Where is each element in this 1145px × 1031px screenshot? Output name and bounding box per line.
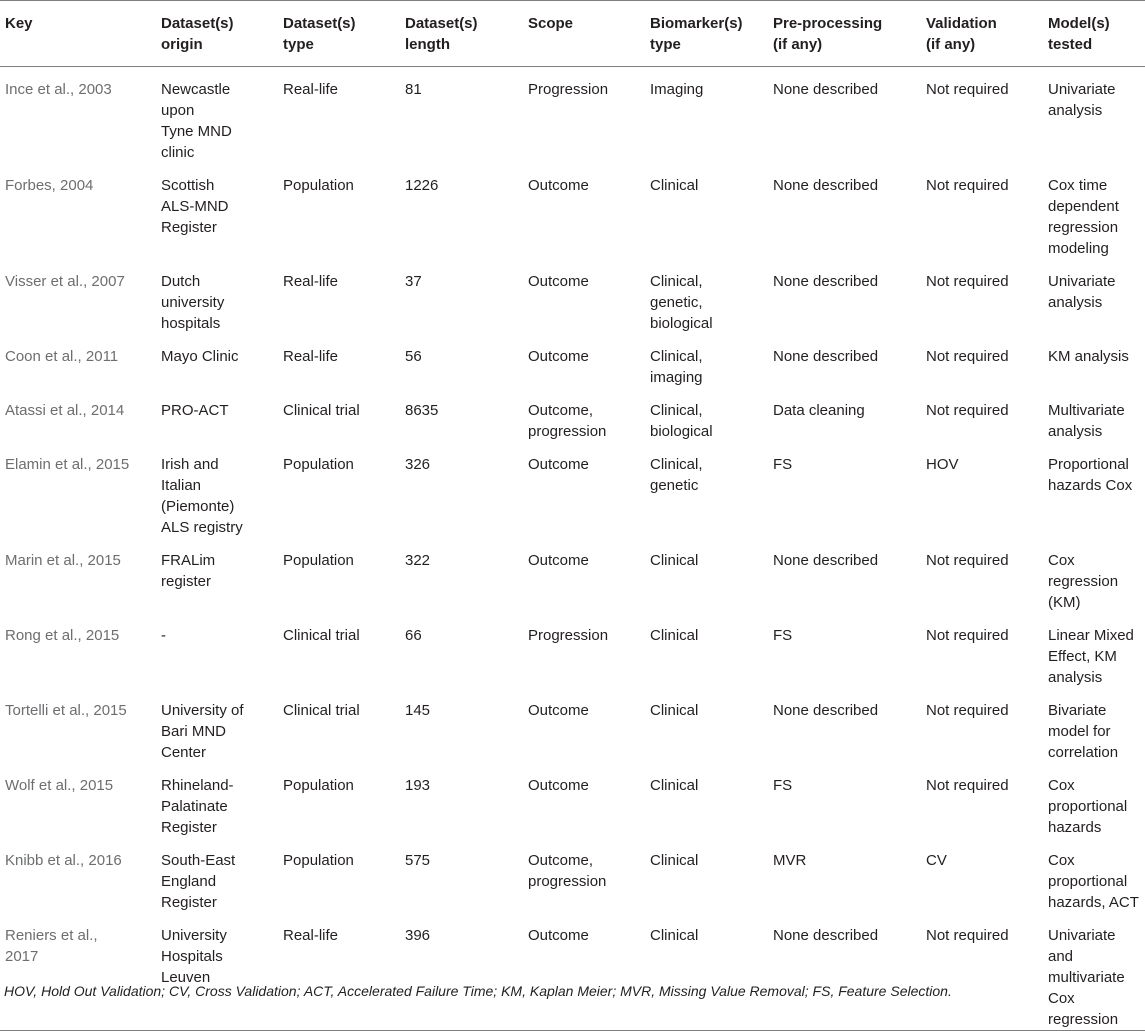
header-dataset-length: Dataset(s) length bbox=[405, 15, 478, 53]
cell-pre-processing: None described bbox=[773, 273, 879, 290]
cell-validation: Not required bbox=[926, 927, 1009, 944]
cell-scope: Outcome bbox=[528, 552, 589, 569]
cell-models-tested: Cox proportional hazards, ACT bbox=[1048, 852, 1139, 911]
cell-key: Atassi et al., 2014 bbox=[5, 402, 125, 419]
table-row bbox=[0, 613, 1145, 688]
cell-pre-processing: MVR bbox=[773, 852, 807, 869]
cell-biomarker-type: Clinical, genetic bbox=[650, 456, 703, 494]
cell-validation: CV bbox=[926, 852, 947, 869]
cell-models-tested: Multivariate analysis bbox=[1048, 402, 1125, 440]
cell-validation: Not required bbox=[926, 177, 1009, 194]
cell-validation: Not required bbox=[926, 702, 1009, 719]
cell-key: Rong et al., 2015 bbox=[5, 627, 120, 644]
cell-scope: Outcome bbox=[528, 927, 589, 944]
table-row bbox=[0, 442, 1145, 538]
cell-key: Visser et al., 2007 bbox=[5, 273, 125, 290]
cell-dataset-type: Clinical trial bbox=[283, 627, 360, 644]
cell-scope: Outcome bbox=[528, 702, 589, 719]
cell-scope: Outcome bbox=[528, 177, 589, 194]
cell-biomarker-type: Clinical bbox=[650, 702, 699, 719]
cell-key: Reniers et al., 2017 bbox=[5, 927, 98, 965]
header-key: Key bbox=[5, 15, 33, 32]
header-biomarker-type: Biomarker(s) type bbox=[650, 15, 743, 53]
cell-key: Marin et al., 2015 bbox=[5, 552, 121, 569]
cell-dataset-length: 193 bbox=[405, 777, 431, 794]
cell-pre-processing: None described bbox=[773, 81, 879, 98]
header-validation: Validation (if any) bbox=[926, 15, 997, 53]
cell-biomarker-type: Clinical bbox=[650, 552, 699, 569]
cell-models-tested: Linear Mixed Effect, KM analysis bbox=[1048, 627, 1134, 686]
cell-dataset-origin: South-East England Register bbox=[161, 852, 236, 911]
cell-pre-processing: None described bbox=[773, 552, 879, 569]
cell-dataset-type: Real-life bbox=[283, 348, 339, 365]
header-models-tested: Model(s) tested bbox=[1048, 15, 1110, 53]
header-pre-processing: Pre-processing (if any) bbox=[773, 15, 883, 53]
cell-dataset-type: Real-life bbox=[283, 81, 339, 98]
cell-dataset-length: 326 bbox=[405, 456, 431, 473]
cell-pre-processing: FS bbox=[773, 777, 793, 794]
cell-biomarker-type: Clinical bbox=[650, 177, 699, 194]
cell-dataset-origin: Rhineland- Palatinate Register bbox=[161, 777, 234, 836]
cell-scope: Outcome, progression bbox=[528, 852, 607, 890]
cell-validation: Not required bbox=[926, 552, 1009, 569]
cell-biomarker-type: Clinical bbox=[650, 852, 699, 869]
cell-scope: Progression bbox=[528, 81, 609, 98]
cell-dataset-type: Real-life bbox=[283, 927, 339, 944]
cell-pre-processing: FS bbox=[773, 456, 793, 473]
header-row bbox=[0, 1, 1145, 67]
table-header bbox=[0, 1, 1145, 67]
cell-dataset-origin: - bbox=[161, 627, 166, 644]
table-row bbox=[0, 763, 1145, 838]
cell-biomarker-type: Imaging bbox=[650, 81, 704, 98]
cell-key: Coon et al., 2011 bbox=[5, 348, 119, 365]
cell-biomarker-type: Clinical bbox=[650, 627, 699, 644]
cell-validation: HOV bbox=[926, 456, 959, 473]
cell-models-tested: Univariate analysis bbox=[1048, 273, 1116, 311]
cell-dataset-length: 37 bbox=[405, 273, 422, 290]
cell-dataset-length: 8635 bbox=[405, 402, 439, 419]
cell-pre-processing: None described bbox=[773, 348, 879, 365]
cell-scope: Progression bbox=[528, 627, 609, 644]
cell-dataset-length: 66 bbox=[405, 627, 422, 644]
cell-dataset-length: 322 bbox=[405, 552, 431, 569]
cell-models-tested: Cox time dependent regression modeling bbox=[1048, 177, 1119, 257]
cell-models-tested: Proportional hazards Cox bbox=[1048, 456, 1133, 494]
cell-validation: Not required bbox=[926, 273, 1009, 290]
cell-scope: Outcome bbox=[528, 348, 589, 365]
table-row bbox=[0, 913, 1145, 1031]
cell-key: Forbes, 2004 bbox=[5, 177, 94, 194]
cell-dataset-origin: University Hospitals Leuven bbox=[161, 927, 227, 986]
cell-key: Ince et al., 2003 bbox=[5, 81, 112, 98]
cell-pre-processing: Data cleaning bbox=[773, 402, 865, 419]
cell-pre-processing: None described bbox=[773, 927, 879, 944]
table-row bbox=[0, 838, 1145, 913]
cell-dataset-origin: Newcastle upon Tyne MND clinic bbox=[161, 81, 232, 161]
cell-pre-processing: None described bbox=[773, 702, 879, 719]
cell-models-tested: Univariate analysis bbox=[1048, 81, 1116, 119]
cell-scope: Outcome bbox=[528, 777, 589, 794]
cell-dataset-type: Population bbox=[283, 552, 354, 569]
header-scope: Scope bbox=[528, 15, 574, 32]
cell-dataset-origin: University of Bari MND Center bbox=[161, 702, 244, 761]
cell-scope: Outcome bbox=[528, 273, 589, 290]
cell-biomarker-type: Clinical, biological bbox=[650, 402, 713, 440]
table-row bbox=[0, 67, 1145, 164]
cell-scope: Outcome bbox=[528, 456, 589, 473]
cell-dataset-type: Population bbox=[283, 456, 354, 473]
cell-dataset-origin: Mayo Clinic bbox=[161, 348, 239, 365]
cell-dataset-type: Population bbox=[283, 852, 354, 869]
cell-validation: Not required bbox=[926, 627, 1009, 644]
cell-biomarker-type: Clinical, imaging bbox=[650, 348, 703, 386]
cell-dataset-type: Population bbox=[283, 177, 354, 194]
cell-key: Wolf et al., 2015 bbox=[5, 777, 114, 794]
cell-validation: Not required bbox=[926, 348, 1009, 365]
cell-dataset-length: 575 bbox=[405, 852, 431, 869]
cell-pre-processing: FS bbox=[773, 627, 793, 644]
table-footnote: HOV, Hold Out Validation; CV, Cross Validation; ACT, Accelerated Failure Time; KM, Kaplan Meier; MVR, Missing Value Removal; FS, Feature Selection. bbox=[4, 983, 952, 999]
cell-dataset-origin: Scottish ALS-MND Register bbox=[161, 177, 229, 236]
cell-key: Knibb et al., 2016 bbox=[5, 852, 122, 869]
cell-dataset-type: Clinical trial bbox=[283, 702, 360, 719]
cell-scope: Outcome, progression bbox=[528, 402, 607, 440]
cell-validation: Not required bbox=[926, 402, 1009, 419]
table-row bbox=[0, 259, 1145, 334]
cell-key: Elamin et al., 2015 bbox=[5, 456, 130, 473]
cell-dataset-length: 396 bbox=[405, 927, 431, 944]
cell-biomarker-type: Clinical, genetic, biological bbox=[650, 273, 713, 332]
table-row bbox=[0, 334, 1145, 388]
header-dataset-type: Dataset(s) type bbox=[283, 15, 356, 53]
cell-dataset-length: 56 bbox=[405, 348, 422, 365]
cell-dataset-length: 1226 bbox=[405, 177, 439, 194]
cell-dataset-origin: FRALim register bbox=[161, 552, 216, 590]
cell-models-tested: Cox proportional hazards bbox=[1048, 777, 1128, 836]
cell-dataset-type: Population bbox=[283, 777, 354, 794]
table-body bbox=[0, 67, 1145, 1031]
cell-pre-processing: None described bbox=[773, 177, 879, 194]
table-row bbox=[0, 388, 1145, 442]
cell-models-tested: Bivariate model for correlation bbox=[1048, 702, 1119, 761]
header-dataset-origin: Dataset(s) origin bbox=[161, 15, 234, 53]
cell-models-tested: Univariate and multivariate Cox regression bbox=[1048, 927, 1125, 1028]
cell-validation: Not required bbox=[926, 81, 1009, 98]
cell-dataset-length: 145 bbox=[405, 702, 431, 719]
cell-dataset-type: Real-life bbox=[283, 273, 339, 290]
cell-key: Tortelli et al., 2015 bbox=[5, 702, 127, 719]
cell-dataset-type: Clinical trial bbox=[283, 402, 360, 419]
cell-dataset-origin: Dutch university hospitals bbox=[161, 273, 225, 332]
cell-biomarker-type: Clinical bbox=[650, 777, 699, 794]
cell-dataset-origin: PRO-ACT bbox=[161, 402, 229, 419]
cell-dataset-length: 81 bbox=[405, 81, 422, 98]
cell-dataset-origin: Irish and Italian (Piemonte) ALS registry bbox=[161, 456, 243, 536]
cell-models-tested: Cox regression (KM) bbox=[1048, 552, 1119, 611]
cell-biomarker-type: Clinical bbox=[650, 927, 699, 944]
cell-validation: Not required bbox=[926, 777, 1009, 794]
table-row bbox=[0, 163, 1145, 259]
table-row bbox=[0, 538, 1145, 613]
table-row bbox=[0, 688, 1145, 763]
cell-models-tested: KM analysis bbox=[1048, 348, 1129, 365]
